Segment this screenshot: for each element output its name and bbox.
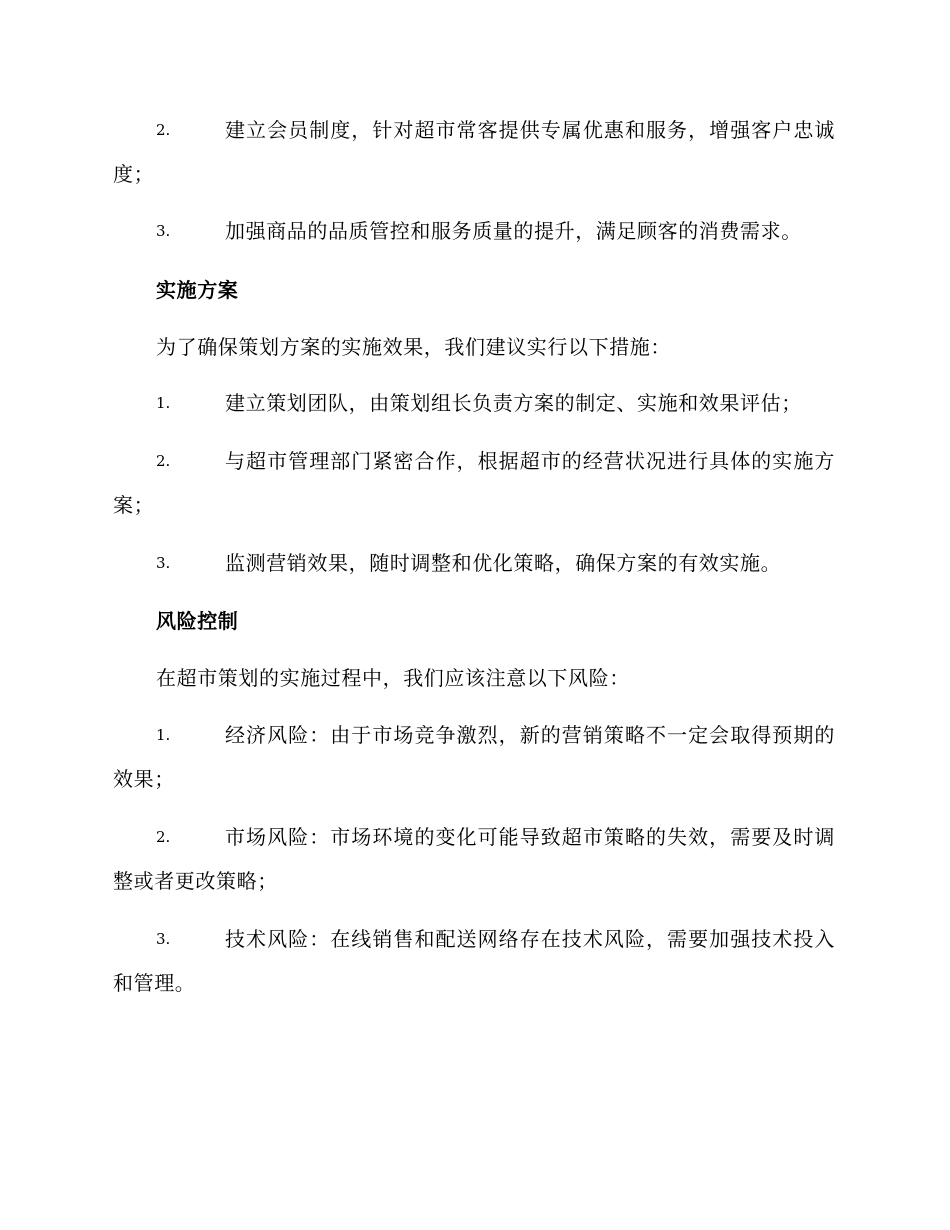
list-text: 市场风险：市场环境的变化可能导致超市策略的失效，需要及时调整或者更改策略； <box>113 825 835 893</box>
list-item <box>113 815 835 903</box>
list-text: 经济风险：由于市场竞争激烈，新的营销策略不一定会取得预期的效果； <box>113 723 835 791</box>
section-heading-implementation: 实施方案 <box>156 278 239 302</box>
list-number: 3. <box>156 930 171 948</box>
list-item <box>113 209 835 253</box>
list-number: 3. <box>156 222 171 240</box>
list-item <box>113 381 835 425</box>
list-item <box>113 541 835 585</box>
list-number: 1. <box>156 394 171 412</box>
list-text: 监测营销效果，随时调整和优化策略，确保方案的有效实施。 <box>225 551 782 575</box>
list-number: 2. <box>156 828 171 846</box>
section-intro-risk: 在超市策划的实施过程中，我们应该注意以下风险： <box>156 666 630 690</box>
list-text: 建立会员制度，针对超市常客提供专属优惠和服务，增强客户忠诚度； <box>113 118 835 186</box>
section-intro-implementation: 为了确保策划方案的实施效果，我们建议实行以下措施： <box>156 335 671 359</box>
list-number: 1. <box>156 726 171 744</box>
list-text: 与超市管理部门紧密合作，根据超市的经营状况进行具体的实施方案； <box>113 449 835 517</box>
list-number: 3. <box>156 554 171 572</box>
list-item <box>113 713 835 801</box>
list-number: 2. <box>156 121 171 139</box>
list-item <box>113 108 835 196</box>
list-text: 加强商品的品质管控和服务质量的提升，满足顾客的消费需求。 <box>225 219 802 243</box>
list-number: 2. <box>156 452 171 470</box>
list-item <box>113 439 835 527</box>
section-heading-risk: 风险控制 <box>156 609 239 633</box>
list-text: 技术风险：在线销售和配送网络存在技术风险，需要加强技术投入和管理。 <box>113 927 835 995</box>
list-text: 建立策划团队，由策划组长负责方案的制定、实施和效果评估； <box>225 391 802 415</box>
list-item <box>113 917 835 1005</box>
